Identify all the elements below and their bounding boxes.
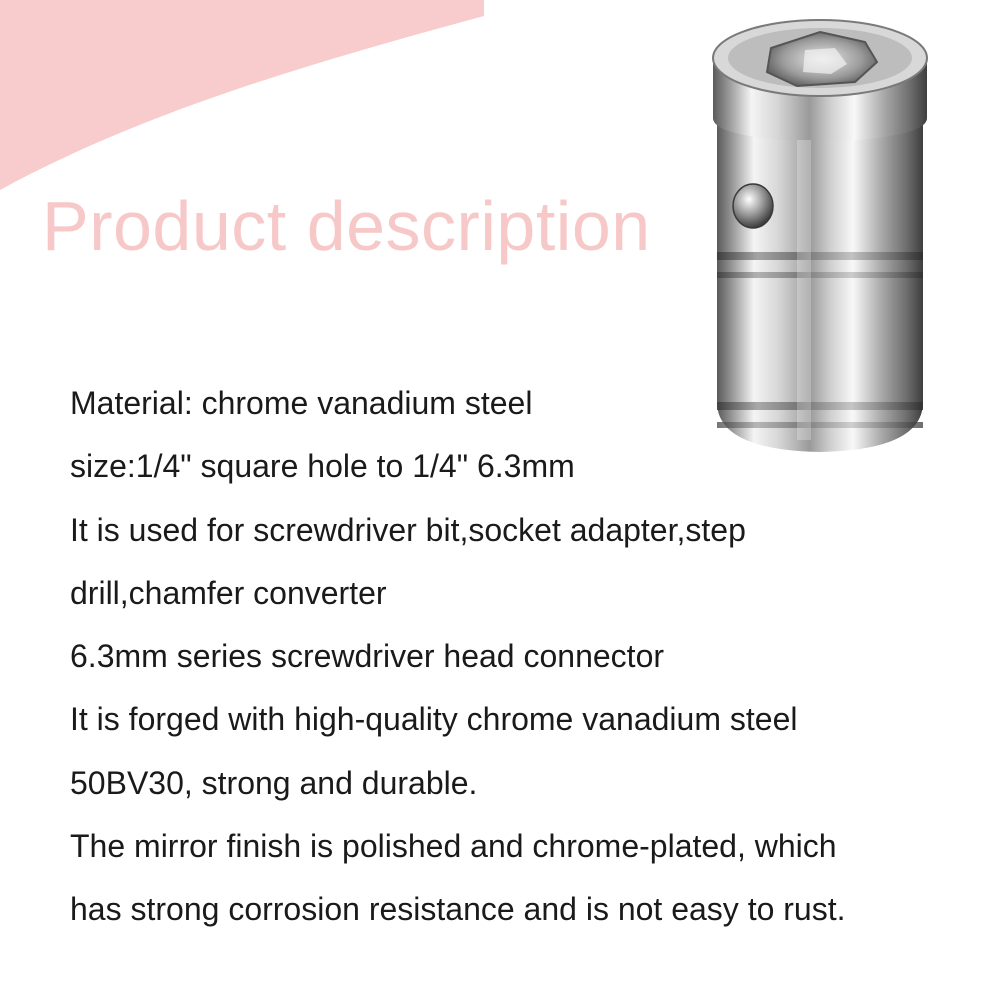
description-list xyxy=(70,372,970,942)
description-line-material: Material: chrome vanadium steel xyxy=(70,385,533,421)
description-line-usage: It is used for screwdriver bit,socket adapter,step xyxy=(70,511,746,548)
description-line-series: 6.3mm series screwdriver head connector xyxy=(70,638,665,675)
description-line-finish: The mirror finish is polished and chrome-plated, which xyxy=(70,828,837,865)
page-title: Product description xyxy=(42,187,651,265)
description-line-finish-cont: has strong corrosion resistance and is not easy to rust. xyxy=(70,891,846,928)
description-line-forged: It is forged with high-quality chrome vanadium steel xyxy=(70,701,798,738)
description-line-usage-cont: drill,chamfer converter xyxy=(70,574,387,611)
description-line-forged-cont: 50BV30, strong and durable. xyxy=(70,764,478,801)
description-line-size: size:1/4" square hole to 1/4" 6.3mm xyxy=(70,448,575,485)
